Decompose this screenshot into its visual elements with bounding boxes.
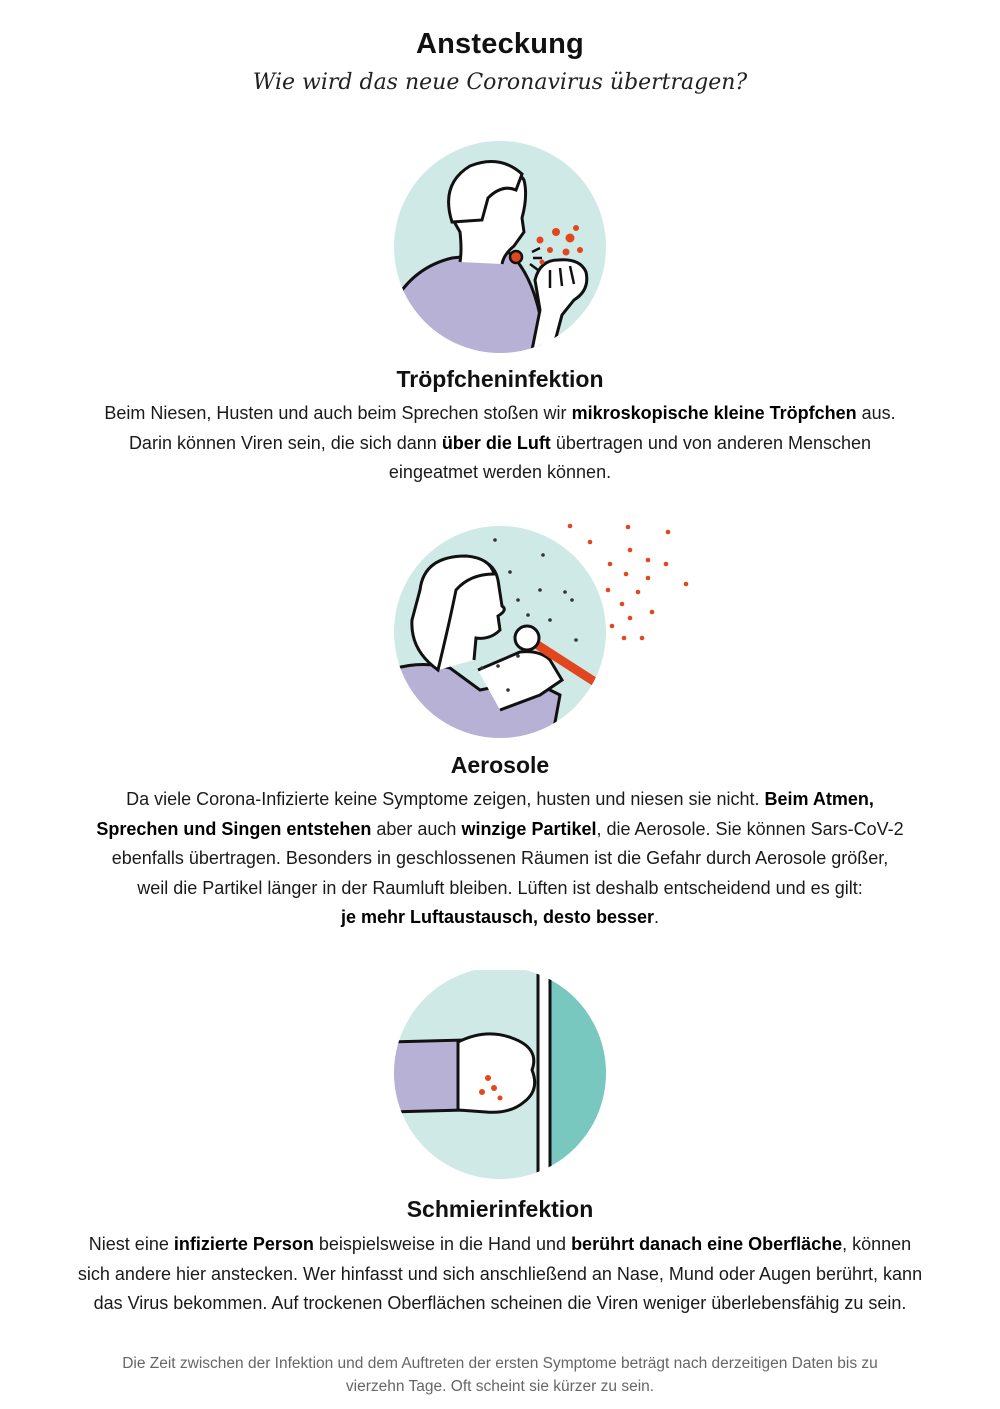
section-text-schmierinfektion bbox=[0, 1230, 1000, 1319]
body-text: , die Aerosole. Sie können Sars-CoV-2 bbox=[596, 818, 904, 839]
footnote-line: vierzehn Tage. Oft scheint sie kürzer zu sein. bbox=[345, 1378, 655, 1395]
footnote-line: Die Zeit zwischen der Infektion und dem Auftreten der ersten Symptome beträgt nach derzeitigen Daten bis zu bbox=[122, 1355, 878, 1372]
body-text: das Virus bekommen. Auf trockenen Oberflächen scheinen die Viren weniger überlebensfähig zu sein. bbox=[93, 1293, 907, 1313]
emphasis-text: infizierte Person bbox=[173, 1234, 314, 1254]
body-text: Da viele Corona-Infizierte keine Symptome zeigen, husten und niesen sie nicht. bbox=[126, 789, 765, 809]
body-text: aber auch bbox=[371, 818, 462, 839]
body-text: Niest eine bbox=[88, 1234, 174, 1254]
body-text: sich andere hier anstecken. Wer hinfasst und sich anschließend an Nase, Mund oder Augen berührt, kann bbox=[77, 1263, 923, 1284]
emphasis-text: mikroskopische kleine Tröpfchen bbox=[571, 403, 857, 423]
body-text: , können bbox=[842, 1234, 912, 1254]
paragraph-line bbox=[0, 1260, 1000, 1290]
emphasis-text: berührt danach eine Oberfläche bbox=[571, 1234, 843, 1254]
body-text: übertragen und von anderen Menschen bbox=[550, 432, 872, 453]
body-text: weil die Partikel länger in der Raumluft bleiben. Lüften ist deshalb entscheidend und es gilt: bbox=[137, 877, 863, 898]
body-text: aus. bbox=[856, 403, 896, 423]
paragraph-line bbox=[0, 429, 1000, 459]
singing-person-icon bbox=[390, 520, 700, 740]
emphasis-text: über die Luft bbox=[441, 432, 551, 453]
section-heading-aerosole: Aerosole bbox=[450, 752, 550, 778]
page-title: Ansteckung bbox=[416, 28, 584, 60]
paragraph-line bbox=[0, 903, 1000, 933]
section-heading-tropfcheninfektion: Tröpfcheninfektion bbox=[396, 366, 604, 392]
paragraph-line bbox=[0, 1289, 1000, 1319]
section-text-aerosole bbox=[0, 785, 1000, 933]
paragraph-line bbox=[0, 399, 1000, 429]
emphasis-text: Sprechen und Singen entstehen bbox=[96, 818, 372, 839]
coughing-person-icon bbox=[390, 140, 610, 355]
section-text-tropfcheninfektion bbox=[0, 399, 1000, 488]
hand-on-door-handle-icon bbox=[390, 970, 610, 1180]
footnote bbox=[0, 1352, 1000, 1398]
paragraph-line bbox=[0, 815, 1000, 845]
paragraph-line bbox=[0, 1230, 1000, 1260]
body-text: . bbox=[654, 907, 660, 927]
body-text: eingeatmet werden können. bbox=[388, 462, 612, 482]
body-text: Darin können Viren sein, die sich dann bbox=[128, 432, 442, 453]
page-subtitle: Wie wird das neue Coronavirus übertragen? bbox=[252, 70, 748, 95]
body-text: Beim Niesen, Husten und auch beim Sprechen stoßen wir bbox=[104, 403, 572, 423]
emphasis-text: winzige Partikel bbox=[461, 818, 597, 839]
section-heading-schmierinfektion: Schmierinfektion bbox=[406, 1196, 594, 1222]
body-text: ebenfalls übertragen. Besonders in geschlossenen Räumen ist die Gefahr durch Aerosole größer, bbox=[111, 848, 889, 868]
paragraph-line bbox=[0, 785, 1000, 815]
emphasis-text: je mehr Luftaustausch, desto besser bbox=[340, 907, 655, 927]
paragraph-line bbox=[0, 844, 1000, 874]
paragraph-line bbox=[0, 874, 1000, 904]
body-text: beispielsweise in die Hand und bbox=[313, 1234, 572, 1254]
emphasis-text: Beim Atmen, bbox=[764, 789, 874, 809]
paragraph-line bbox=[0, 458, 1000, 488]
